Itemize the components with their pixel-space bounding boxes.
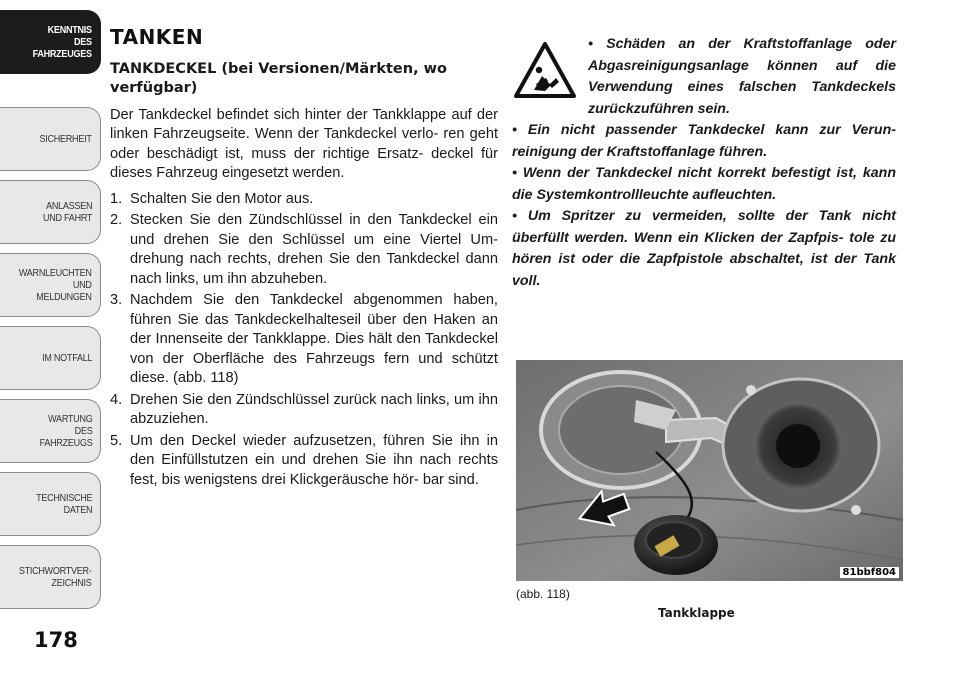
tab-im-notfall[interactable] — [0, 326, 101, 390]
steps-list — [110, 190, 498, 491]
step-text: Um den Deckel wieder aufzusetzen, führen Sie ihn in den Einfüllstutzen ein und drehen Sie ihn nach rechts fest, bis wenigstens drei Klickgeräusche hör- bar sind. — [130, 432, 498, 488]
tab-stichwortverzeichnis[interactable] — [0, 545, 101, 609]
warning-triangle-icon — [512, 38, 578, 104]
warning-item: • Wenn der Tankdeckel nicht korrekt befestigt ist, kann die Systemkontrollleuchte aufleuchten. — [512, 165, 896, 203]
warning-item: • Um Spritzer zu vermeiden, sollte der Tank nicht überfüllt werden. Wenn ein Klicken der Zapfpis- tole zu hören ist oder die Zapfpistole abschaltet, ist der Tank voll. — [512, 208, 896, 289]
tab-label: IM NOTFALL — [41, 352, 92, 364]
step-text: Stecken Sie den Zündschlüssel in den Tankdeckel ein und drehen Sie den Schlüssel um eine Viertel Um- drehung nach rechts, drehen Sie den Tankdeckel dann nach links, um ihn abzuheben. — [130, 212, 498, 287]
figure-code: 81bbf804 — [840, 567, 899, 578]
section-subtitle: TANKDECKEL (bei Versionen/Märkten, wo verfügbar) — [110, 60, 447, 96]
step-text: Drehen Sie den Zündschlüssel zurück nach links, um ihn abzuziehen. — [130, 391, 498, 427]
warning-item: • Ein nicht passender Tankdeckel kann zur Verun- reinigung der Kraftstoffanlage führen. — [512, 122, 896, 160]
fuel-door-photo — [516, 360, 903, 581]
figure-title: Tankklappe — [658, 606, 735, 620]
tab-label: KENNTNIS DES FAHRZEUGES — [32, 24, 92, 60]
tab-label: SICHERHEIT — [39, 133, 92, 145]
list-item — [110, 391, 498, 430]
step-text: Schalten Sie den Motor aus. — [130, 190, 314, 207]
tab-warnleuchten-und-meldungen[interactable] — [0, 253, 101, 317]
section-title: TANKEN — [110, 25, 204, 49]
tab-wartung-des-fahrzeugs[interactable] — [0, 399, 101, 463]
intro-paragraph: Der Tankdeckel befindet sich hinter der Tankklappe auf der linken Fahrzeugseite. Wenn der Tankdeckel verlo- ren geht oder beschädigt ist, muss der richtige Ersatz- deckel für dieses Fahrzeug eingesetzt werden. — [110, 106, 498, 181]
step-number: 5. — [110, 432, 123, 449]
tab-sicherheit[interactable] — [0, 107, 101, 171]
tab-label: WARTUNG DES FAHRZEUGS — [39, 413, 92, 449]
tab-kenntnis-des-fahrzeuges[interactable] — [0, 10, 101, 74]
warning-item: • Schäden an der Kraftstoffanlage oder Abgasreinigungsanlage können auf die Verwendung eines falschen Tankdeckels zurückzuführen sein. — [588, 36, 896, 117]
list-item — [110, 432, 498, 491]
step-number: 4. — [110, 391, 123, 408]
tab-label: ANLASSEN UND FAHRT — [42, 200, 92, 224]
list-item — [110, 190, 498, 210]
step-number: 2. — [110, 212, 123, 228]
step-number: 3. — [110, 292, 123, 308]
tab-anlassen-und-fahrt[interactable] — [0, 180, 101, 244]
figure-reference: (abb. 118) — [516, 587, 570, 601]
tab-technische-daten[interactable] — [0, 472, 101, 536]
list-item — [110, 291, 498, 389]
step-number: 1. — [110, 190, 123, 207]
step-text: Nachdem Sie den Tankdeckel abgenommen haben, führen Sie das Tankdeckelhalteseil über den Haken an der Innenseite der Tankklappe. Dies hält den Tankdeckel von der Oberfläche des Fahrzeugs fern und schützt diese. (abb. 118) — [130, 292, 498, 386]
page-number: 178 — [34, 628, 78, 652]
main-column — [110, 25, 498, 492]
fuel-door-illustration — [516, 360, 903, 581]
chapter-tabs — [0, 0, 104, 630]
list-item — [110, 211, 498, 289]
tab-label: TECHNISCHE DATEN — [35, 492, 92, 516]
tab-label: WARNLEUCHTEN UND MELDUNGEN — [19, 267, 92, 303]
warning-box — [512, 34, 896, 292]
tab-label: STICHWORTVER- ZEICHNIS — [19, 565, 92, 589]
